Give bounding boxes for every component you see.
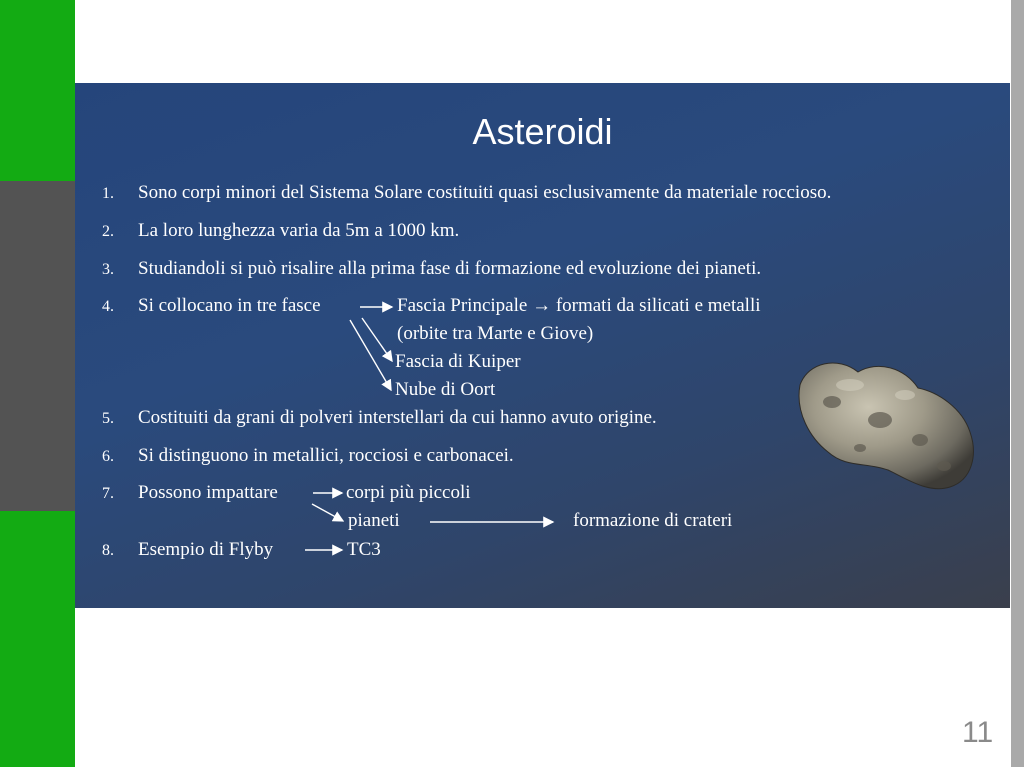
impatti-piccoli-label: corpi più piccoli [346,482,471,503]
page-number: 11 [962,716,994,749]
item-number: 5. [102,410,114,427]
list-item: Si distinguono in metallici, rocciosi e carbonacei. [138,445,514,466]
item-number: 8. [102,542,114,559]
slide-title: Asteroidi [472,111,613,152]
list-item: La loro lunghezza varia da 5m a 1000 km. [138,220,460,241]
fascia-kuiper-label: Fascia di Kuiper [395,351,521,372]
impatti-pianeti-label: pianeti [348,510,400,531]
slide-content-panel [75,83,1010,608]
item-number: 3. [102,261,114,278]
list-item: Studiandoli si può risalire alla prima fase di formazione ed evoluzione dei pianeti. [138,258,762,279]
list-item: Sono corpi minori del Sistema Solare costituiti quasi esclusivamente da materiale roccioso. [138,182,832,203]
fascia-orbite-label: (orbite tra Marte e Giove) [397,323,594,344]
nube-oort-label: Nube di Oort [395,379,496,400]
item-number: 4. [102,298,114,315]
list-item: Si collocano in tre fasce [138,295,321,316]
item-number: 6. [102,448,114,465]
item-number: 7. [102,485,114,502]
flyby-target-label: TC3 [347,539,381,560]
list-item: Costituiti da grani di polveri interstellari da cui hanno avuto origine. [138,407,657,428]
crateri-label: formazione di crateri [573,510,733,531]
item-number: 1. [102,185,114,202]
left-accent-block [0,181,75,511]
list-item: Possono impattare [138,482,278,503]
item-number: 2. [102,223,114,240]
fascia-principale-label: Fascia Principale → formati da silicati e metalli [397,295,761,316]
list-item: Esempio di Flyby [138,539,274,560]
